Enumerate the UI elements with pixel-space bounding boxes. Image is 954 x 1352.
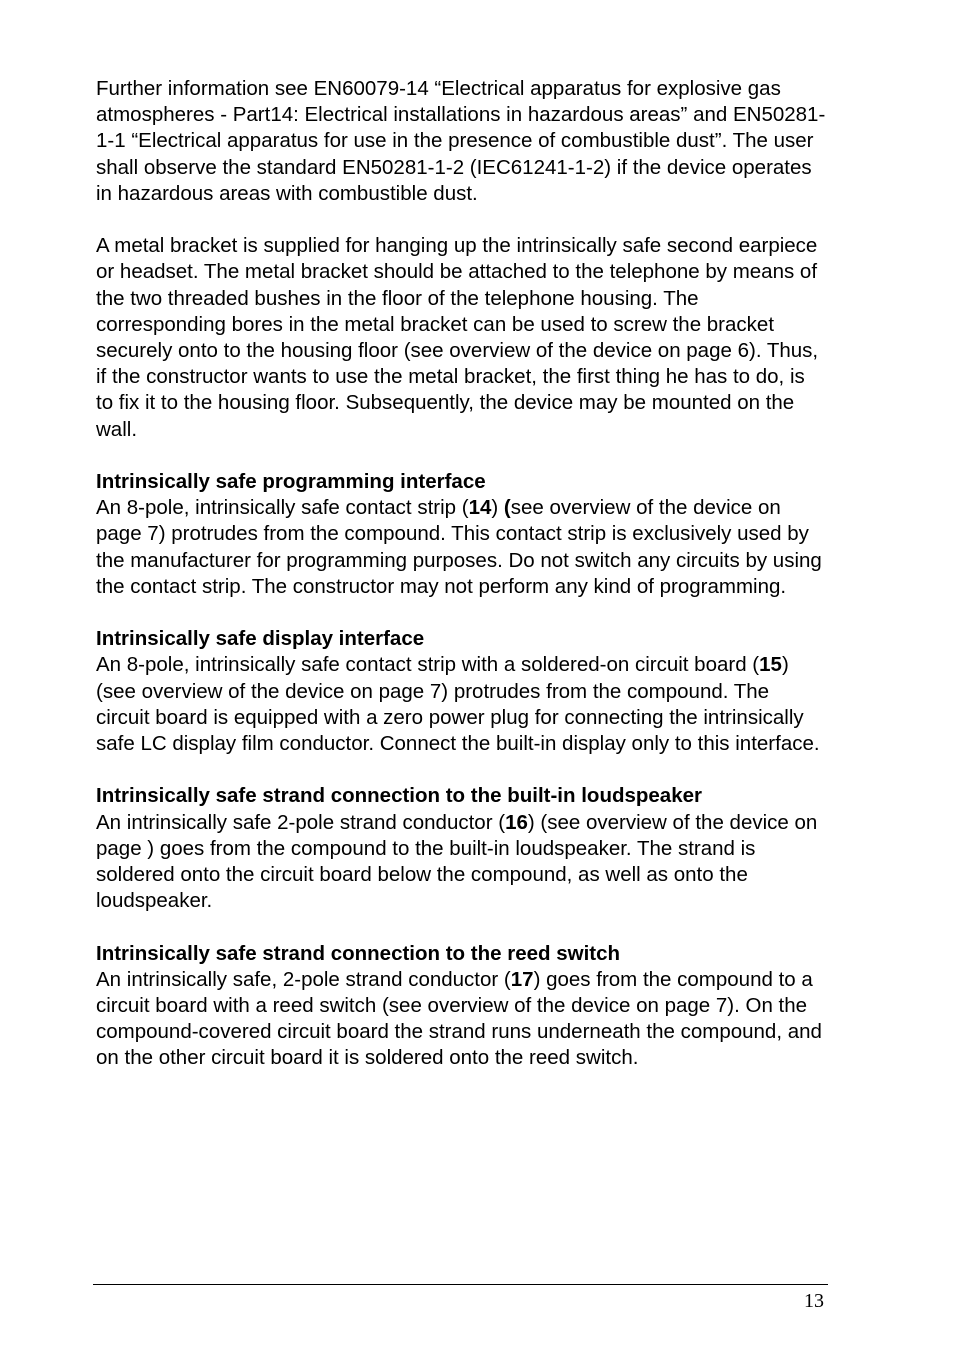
display-ref-number: 15 xyxy=(759,653,782,677)
display-interface-heading: Intrinsically safe display interface xyxy=(96,627,425,651)
loudspeaker-section xyxy=(96,783,826,914)
display-interface-text xyxy=(96,652,826,757)
programming-interface-text xyxy=(96,495,826,600)
display-text-post: ) (see overview of the device on page 7) protrudes from the compound. The circuit board is equipped with a zero power plug for connecting the intrinsically safe LC display film conductor. Connect the built-in display only to this interface. xyxy=(96,653,820,756)
standards-text: Further information see EN60079-14 “Electrical apparatus for explosive gas atmospheres - Part14: Electrical installations in hazardous areas” and EN50281-1-1 “Electrical apparatus for use in the presence of combustible dust”. The user shall observe the standard EN50281-1-2 (IEC61241-1-2) if the device operates in hazardous areas with combustible dust. xyxy=(96,77,826,205)
loudspeaker-text xyxy=(96,810,826,915)
loudspeaker-heading: Intrinsically safe strand connection to the built-in loudspeaker xyxy=(96,784,702,808)
metal-bracket-text: A metal bracket is supplied for hanging up the intrinsically safe second earpiece or headset. The metal bracket should be attached to the telephone by means of the two threaded bushes in the floor of the telephone housing. The corresponding bores in the metal bracket can be used to screw the bracket securely onto to the housing floor (see overview of the device on page 6). Thus, if the constructor wants to use the metal bracket, the first thing he has to do, is to fix it to the housing floor. Subsequently, the device may be mounted on the wall. xyxy=(96,234,819,441)
programming-ref-number: 14 xyxy=(468,496,492,520)
display-text-pre: An 8-pole, intrinsically safe contact strip with a soldered-on circuit board ( xyxy=(96,653,760,677)
programming-bold-paren: ( xyxy=(503,496,511,520)
metal-bracket-paragraph xyxy=(96,233,826,443)
page-content xyxy=(96,76,826,1098)
programming-text-pre: An 8-pole, intrinsically safe contact strip ( xyxy=(96,496,469,520)
reed-switch-ref-number: 17 xyxy=(510,967,534,991)
display-interface-section xyxy=(96,626,826,757)
standards-paragraph xyxy=(96,76,826,207)
footer-divider xyxy=(93,1284,828,1285)
programming-text-mid: ) xyxy=(491,496,504,520)
reed-switch-section xyxy=(96,941,826,1072)
loudspeaker-text-pre: An intrinsically safe 2-pole strand conductor ( xyxy=(96,810,506,834)
reed-switch-text-pre: An intrinsically safe, 2-pole strand conductor ( xyxy=(96,967,511,991)
reed-switch-text-post: ) goes from the compound to a circuit board with a reed switch (see overview of the device on page 7). On the compound-covered circuit board the strand runs underneath the compound, and on the other circuit board it is soldered onto the reed switch. xyxy=(96,967,822,1070)
loudspeaker-text-post: ) (see overview of the device on page ) goes from the compound to the built-in loudspeaker. The strand is soldered onto the circuit board below the compound, as well as onto the loudspeaker. xyxy=(96,810,818,913)
programming-text-post: see overview of the device on page 7) protrudes from the compound. This contact strip is exclusively used by the manufacturer for programming purposes. Do not switch any circuits by using the contact strip. The constructor may not perform any kind of programming. xyxy=(96,496,822,598)
loudspeaker-ref-number: 16 xyxy=(505,810,528,834)
programming-interface-section xyxy=(96,469,826,600)
programming-interface-heading: Intrinsically safe programming interface xyxy=(96,470,486,494)
reed-switch-heading: Intrinsically safe strand connection to the reed switch xyxy=(96,941,621,965)
page-number: 13 xyxy=(804,1290,824,1312)
reed-switch-text xyxy=(96,967,826,1072)
